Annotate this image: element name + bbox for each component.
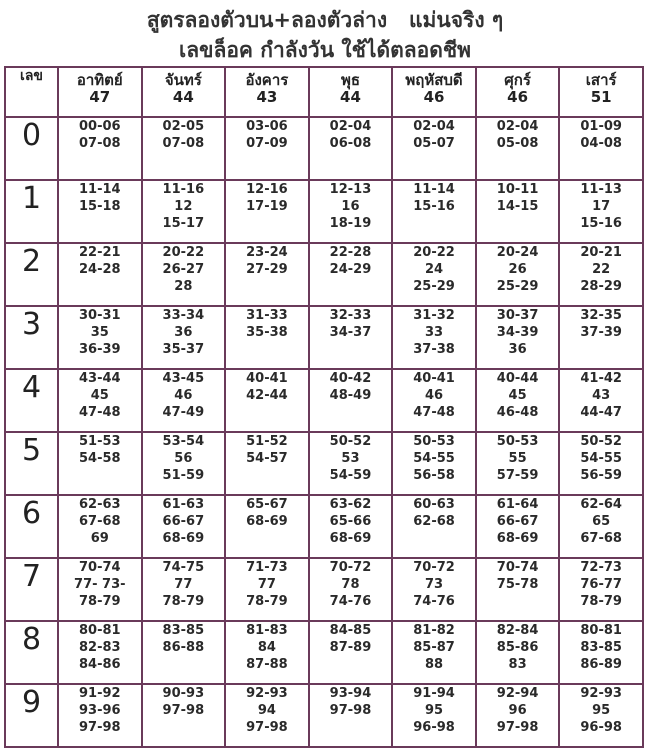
number-cell (309, 369, 393, 432)
number-pair: 76-77 (580, 577, 622, 592)
number-cell (58, 243, 142, 306)
number-pair: 97-98 (496, 720, 539, 735)
number-pair: 22 (592, 262, 611, 277)
number-pair: 15-16 (413, 199, 455, 214)
number-pair: 01-09 (580, 119, 622, 134)
table-row (5, 243, 643, 306)
day-header (58, 67, 142, 117)
number-pair: 96-98 (413, 720, 455, 735)
number-pair: 96 (508, 703, 527, 718)
number-pair: 20-22 (162, 245, 205, 260)
number-cell (559, 180, 643, 243)
number-pair: 83-85 (580, 640, 622, 655)
number-pair: 30-37 (496, 308, 539, 323)
number-cell (559, 243, 643, 306)
number-cell (58, 180, 142, 243)
number-cell (392, 369, 476, 432)
day-name: อาทิตย์ (76, 71, 123, 89)
row-digit: 7 (5, 558, 58, 621)
number-pair: 11-13 (580, 182, 622, 197)
number-pair: 30-31 (78, 308, 121, 323)
number-cell (58, 621, 142, 684)
number-cell (476, 495, 560, 558)
number-cell (476, 117, 560, 180)
number-pair: 82-83 (78, 640, 121, 655)
number-pair: 51-53 (78, 434, 121, 449)
number-pair: 63-62 (329, 497, 372, 512)
number-cell (225, 684, 309, 747)
row-digit: 9 (5, 684, 58, 747)
number-pair: 81-82 (413, 623, 455, 638)
number-cell (225, 558, 309, 621)
number-pair: 12 (174, 199, 193, 214)
number-pair: 28-29 (580, 279, 622, 294)
number-pair: 40-42 (329, 371, 372, 386)
number-cell (559, 432, 643, 495)
number-pair: 80-81 (78, 623, 121, 638)
number-pair: 00-06 (78, 119, 121, 134)
number-pair: 92-94 (496, 686, 539, 701)
number-cell (476, 684, 560, 747)
number-pair: 82-84 (496, 623, 539, 638)
number-cell (142, 684, 226, 747)
table-row (5, 558, 643, 621)
number-pair: 86-88 (162, 640, 205, 655)
day-name: พฤหัสบดี (405, 71, 463, 89)
number-pair: 78-79 (580, 594, 622, 609)
number-pair: 22-28 (329, 245, 372, 260)
number-pair: 31-33 (246, 308, 288, 323)
number-pair: 47-48 (78, 405, 121, 420)
number-cell (309, 306, 393, 369)
number-pair: 46 (424, 388, 444, 403)
day-header (559, 67, 643, 117)
number-pair: 48-49 (329, 388, 372, 403)
number-pair: 47-49 (162, 405, 205, 420)
number-pair: 16 (341, 199, 360, 214)
day-number: 44 (172, 88, 194, 106)
number-cell (392, 180, 476, 243)
number-pair: 95 (424, 703, 444, 718)
number-pair: 70-72 (329, 560, 372, 575)
number-pair: 31-32 (413, 308, 455, 323)
number-pair: 45 (508, 388, 527, 403)
number-pair: 11-14 (78, 182, 121, 197)
number-pair: 35-38 (246, 325, 288, 340)
number-pair: 02-04 (496, 119, 539, 134)
number-cell (58, 558, 142, 621)
number-pair: 40-44 (496, 371, 539, 386)
table-body (5, 117, 643, 747)
number-pair: 55 (508, 451, 527, 466)
number-pair: 75-78 (496, 577, 539, 592)
title-line-1: สูตรลองตัวบน+ลองตัวล่าง แม่นจริง ๆ (146, 8, 504, 32)
number-pair: 53-54 (162, 434, 205, 449)
number-pair: 77- 73- (74, 577, 126, 592)
number-pair: 85-86 (496, 640, 539, 655)
number-pair: 05-07 (413, 136, 455, 151)
number-pair: 10-11 (496, 182, 539, 197)
number-cell (476, 621, 560, 684)
row-digit: 5 (5, 432, 58, 495)
table-row (5, 306, 643, 369)
number-pair: 81-83 (246, 623, 288, 638)
number-pair: 17 (592, 199, 611, 214)
number-pair: 78 (341, 577, 360, 592)
number-pair: 66-67 (496, 514, 539, 529)
number-cell (392, 306, 476, 369)
number-pair: 77 (174, 577, 193, 592)
number-cell (392, 432, 476, 495)
number-cell (309, 432, 393, 495)
number-pair: 57-59 (496, 468, 539, 483)
table-row (5, 621, 643, 684)
number-cell (142, 621, 226, 684)
number-pair: 35 (90, 325, 109, 340)
number-cell (225, 306, 309, 369)
number-pair: 74-75 (162, 560, 205, 575)
row-digit: 1 (5, 180, 58, 243)
number-pair: 20-21 (580, 245, 622, 260)
number-cell (58, 684, 142, 747)
row-digit: 3 (5, 306, 58, 369)
number-pair: 51-52 (246, 434, 288, 449)
number-pair: 36-39 (78, 342, 121, 357)
number-pair: 25-29 (413, 279, 455, 294)
number-cell (225, 432, 309, 495)
day-header (476, 67, 560, 117)
number-pair: 07-08 (78, 136, 121, 151)
day-header (392, 67, 476, 117)
number-cell (559, 306, 643, 369)
number-pair: 23-24 (246, 245, 288, 260)
number-cell (476, 558, 560, 621)
number-cell (58, 495, 142, 558)
number-pair: 70-74 (78, 560, 121, 575)
number-cell (392, 117, 476, 180)
table-row (5, 117, 643, 180)
number-cell (142, 369, 226, 432)
number-pair: 96-98 (580, 720, 622, 735)
number-pair: 37-39 (580, 325, 622, 340)
number-pair: 56-59 (580, 468, 622, 483)
day-header (309, 67, 393, 117)
number-cell (392, 243, 476, 306)
number-pair: 71-73 (246, 560, 288, 575)
table-row (5, 495, 643, 558)
table-row (5, 432, 643, 495)
number-pair: 69 (90, 531, 109, 546)
number-pair: 70-74 (496, 560, 539, 575)
number-pair: 62-64 (580, 497, 622, 512)
number-cell (559, 558, 643, 621)
number-cell (559, 117, 643, 180)
number-pair: 87-88 (246, 657, 288, 672)
number-pair: 06-08 (329, 136, 372, 151)
day-number: 44 (340, 88, 361, 106)
number-pair: 32-33 (329, 308, 372, 323)
number-pair: 18-19 (329, 216, 372, 231)
number-cell (58, 432, 142, 495)
number-cell (392, 495, 476, 558)
number-pair: 88 (424, 657, 444, 672)
number-pair: 02-04 (413, 119, 455, 134)
day-header (225, 67, 309, 117)
number-pair: 43 (592, 388, 611, 403)
number-pair: 46-48 (496, 405, 539, 420)
number-pair: 77 (257, 577, 276, 592)
number-cell (309, 495, 393, 558)
number-cell (476, 432, 560, 495)
number-pair: 54-57 (246, 451, 288, 466)
number-pair: 54-58 (78, 451, 121, 466)
number-cell (476, 180, 560, 243)
number-cell (309, 558, 393, 621)
number-pair: 74-76 (413, 594, 455, 609)
number-pair: 11-16 (162, 182, 205, 197)
number-pair: 15-17 (162, 216, 205, 231)
number-pair: 05-08 (496, 136, 539, 151)
number-pair: 04-08 (580, 136, 622, 151)
number-cell (58, 369, 142, 432)
number-pair: 90-93 (162, 686, 205, 701)
number-pair: 45 (90, 388, 109, 403)
number-pair: 15-18 (78, 199, 121, 214)
number-cell (309, 117, 393, 180)
number-pair: 93-96 (78, 703, 121, 718)
number-pair: 85-87 (413, 640, 455, 655)
number-cell (142, 243, 226, 306)
number-pair: 97-98 (162, 703, 205, 718)
number-pair: 67-68 (78, 514, 121, 529)
number-pair: 97-98 (329, 703, 372, 718)
row-digit: 6 (5, 495, 58, 558)
day-number: 43 (256, 88, 278, 106)
number-pair: 84-85 (329, 623, 372, 638)
number-pair: 65-66 (329, 514, 372, 529)
number-cell (225, 180, 309, 243)
number-pair: 65-67 (246, 497, 288, 512)
day-number: 51 (590, 88, 612, 106)
number-pair: 32-35 (580, 308, 622, 323)
number-cell (392, 684, 476, 747)
number-cell (559, 684, 643, 747)
number-pair: 46 (174, 388, 193, 403)
number-cell (142, 495, 226, 558)
day-header (142, 67, 226, 117)
day-name: ศุกร์ (504, 71, 531, 89)
number-pair: 26 (508, 262, 527, 277)
number-pair: 34-39 (496, 325, 539, 340)
number-pair: 27-29 (246, 262, 288, 277)
number-pair: 54-59 (329, 468, 372, 483)
number-pair: 35-37 (162, 342, 205, 357)
number-pair: 61-63 (162, 497, 205, 512)
table-row (5, 684, 643, 747)
number-cell (309, 180, 393, 243)
number-pair: 62-68 (413, 514, 455, 529)
number-pair: 97-98 (78, 720, 121, 735)
number-pair: 83 (508, 657, 527, 672)
number-cell (225, 243, 309, 306)
number-pair: 86-89 (580, 657, 622, 672)
day-name: เสาร์ (585, 71, 617, 89)
number-pair: 80-81 (580, 623, 622, 638)
row-digit: 8 (5, 621, 58, 684)
day-name: อังคาร (245, 71, 289, 89)
number-pair: 33-34 (162, 308, 205, 323)
number-pair: 33 (424, 325, 444, 340)
number-pair: 56 (174, 451, 193, 466)
number-pair: 83-85 (162, 623, 205, 638)
row-digit: 2 (5, 243, 58, 306)
number-pair: 50-52 (580, 434, 622, 449)
number-pair: 93-94 (329, 686, 372, 701)
number-pair: 68-69 (162, 531, 205, 546)
title-line-2: เลขล็อค กำลังวัน ใช้ได้ตลอดชีพ (179, 38, 471, 62)
number-pair: 92-93 (580, 686, 622, 701)
number-pair: 56-58 (413, 468, 455, 483)
number-pair: 74-76 (329, 594, 372, 609)
number-cell (392, 558, 476, 621)
number-cell (392, 621, 476, 684)
row-digit: 4 (5, 369, 58, 432)
day-number: 46 (423, 88, 445, 106)
number-pair: 67-68 (580, 531, 622, 546)
number-cell (225, 621, 309, 684)
number-pair: 26-27 (162, 262, 205, 277)
number-pair: 20-24 (496, 245, 539, 260)
number-cell (476, 369, 560, 432)
number-pair: 50-53 (496, 434, 539, 449)
number-pair: 91-94 (413, 686, 455, 701)
number-pair: 78-79 (162, 594, 205, 609)
number-pair: 84 (257, 640, 276, 655)
number-pair: 24-29 (329, 262, 372, 277)
number-pair: 15-16 (580, 216, 622, 231)
number-pair: 68-69 (496, 531, 539, 546)
number-pair: 40-41 (413, 371, 455, 386)
number-cell (142, 306, 226, 369)
number-pair: 62-63 (78, 497, 121, 512)
number-pair: 61-64 (496, 497, 539, 512)
number-pair: 50-53 (413, 434, 455, 449)
number-cell (476, 306, 560, 369)
number-cell (225, 369, 309, 432)
number-cell (559, 621, 643, 684)
number-cell (142, 117, 226, 180)
number-pair: 43-45 (162, 371, 205, 386)
number-pair: 07-09 (246, 136, 288, 151)
day-name: พุธ (340, 71, 360, 89)
number-cell (225, 495, 309, 558)
lucky-number-table (4, 66, 644, 748)
number-pair: 43-44 (78, 371, 121, 386)
number-pair: 47-48 (413, 405, 455, 420)
table-row (5, 369, 643, 432)
number-pair: 97-98 (246, 720, 288, 735)
row-digit: 0 (5, 117, 58, 180)
number-pair: 78-79 (246, 594, 288, 609)
day-number: 47 (89, 88, 111, 106)
number-pair: 95 (592, 703, 611, 718)
number-cell (476, 243, 560, 306)
number-cell (309, 243, 393, 306)
number-cell (142, 432, 226, 495)
number-pair: 12-16 (246, 182, 288, 197)
day-name: จันทร์ (164, 71, 202, 89)
number-pair: 68-69 (246, 514, 288, 529)
number-cell (309, 684, 393, 747)
number-pair: 72-73 (580, 560, 622, 575)
number-cell (559, 495, 643, 558)
table-row (5, 180, 643, 243)
number-pair: 11-14 (413, 182, 455, 197)
number-pair: 02-04 (329, 119, 372, 134)
number-pair: 25-29 (496, 279, 539, 294)
number-pair: 24-28 (78, 262, 121, 277)
number-pair: 54-55 (580, 451, 622, 466)
number-pair: 41-42 (580, 371, 622, 386)
number-pair: 12-13 (329, 182, 372, 197)
number-cell (58, 306, 142, 369)
number-pair: 36 (174, 325, 193, 340)
number-pair: 24 (424, 262, 444, 277)
number-pair: 60-63 (413, 497, 455, 512)
number-pair: 22-21 (78, 245, 121, 260)
number-pair: 87-89 (329, 640, 372, 655)
number-cell (309, 621, 393, 684)
number-pair: 17-19 (246, 199, 288, 214)
number-pair: 66-67 (162, 514, 205, 529)
number-pair: 20-22 (413, 245, 455, 260)
number-cell (142, 180, 226, 243)
number-pair: 54-55 (413, 451, 455, 466)
number-pair: 92-93 (246, 686, 288, 701)
number-pair: 70-72 (413, 560, 455, 575)
number-pair: 53 (341, 451, 360, 466)
number-pair: 65 (592, 514, 611, 529)
number-pair: 44-47 (580, 405, 622, 420)
number-pair: 40-41 (246, 371, 288, 386)
number-pair: 07-08 (162, 136, 205, 151)
number-pair: 42-44 (246, 388, 288, 403)
number-cell (559, 369, 643, 432)
number-pair: 91-92 (78, 686, 121, 701)
number-pair: 94 (257, 703, 276, 718)
number-cell (142, 558, 226, 621)
header-row (5, 67, 643, 117)
number-cell (58, 117, 142, 180)
number-pair: 68-69 (329, 531, 372, 546)
number-pair: 36 (508, 342, 527, 357)
number-pair: 73 (424, 577, 444, 592)
number-pair: 78-79 (78, 594, 121, 609)
number-pair: 03-06 (246, 119, 288, 134)
number-pair: 14-15 (496, 199, 539, 214)
number-pair: 50-52 (329, 434, 372, 449)
number-pair: 51-59 (162, 468, 205, 483)
day-number: 46 (507, 88, 529, 106)
corner-label: เลข (5, 67, 58, 117)
number-pair: 02-05 (162, 119, 205, 134)
number-pair: 28 (174, 279, 193, 294)
number-pair: 37-38 (413, 342, 455, 357)
number-pair: 34-37 (329, 325, 372, 340)
number-cell (225, 117, 309, 180)
number-pair: 84-86 (78, 657, 121, 672)
